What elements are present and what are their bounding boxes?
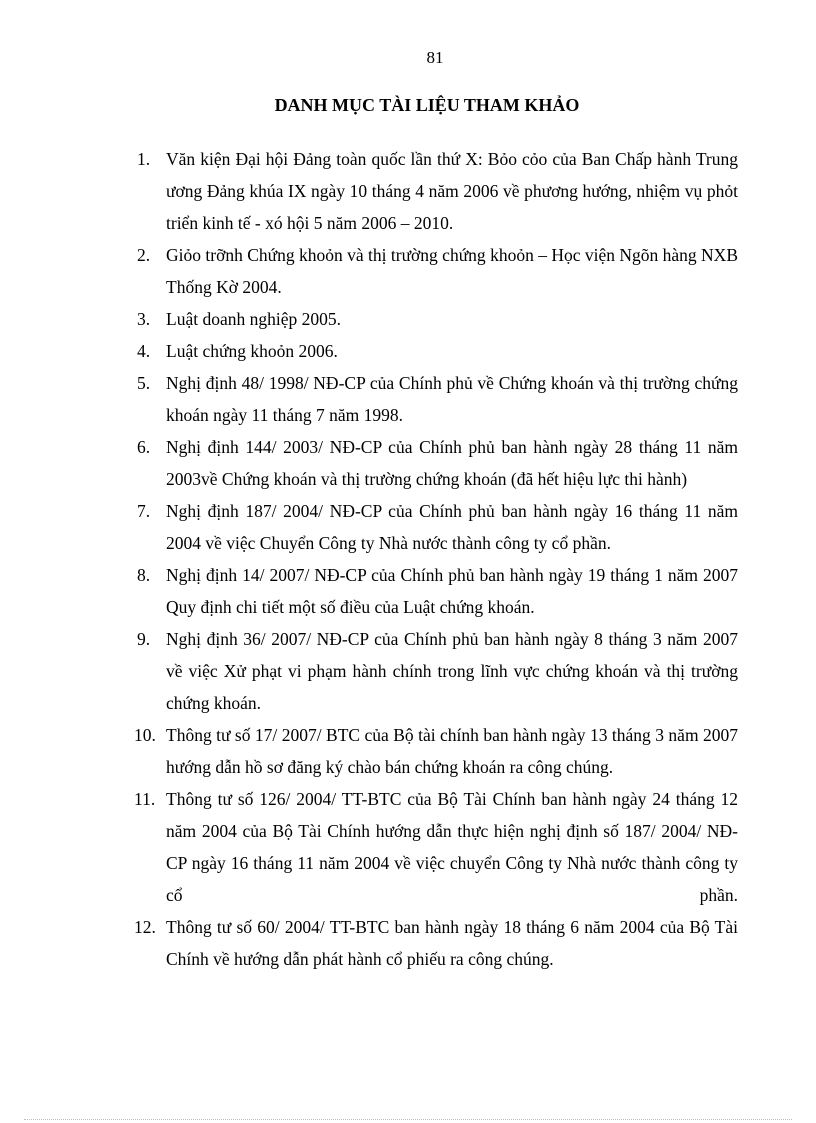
reference-text: Giỏo trỡnh Chứng khoỏn và thị trường chứng khoỏn – Học viện Ngõn hàng NXB Thống Kờ 2004.	[166, 245, 738, 297]
reference-text: Nghị định 14/ 2007/ NĐ-CP của Chính phủ ban hành ngày 19 tháng 1 năm 2007 Quy định chi tiết một số điều của Luật chứng khoán.	[166, 565, 738, 617]
reference-text: Nghị định 36/ 2007/ NĐ-CP của Chính phủ ban hành ngày 8 tháng 3 năm 2007 về việc Xử phạt vi phạm hành chính trong lĩnh vực chứng khoán và thị trường chứng khoán.	[166, 629, 738, 713]
reference-item	[134, 719, 738, 783]
reference-item	[134, 783, 738, 911]
reference-text: Nghị định 187/ 2004/ NĐ-CP của Chính phủ ban hành ngày 16 tháng 11 năm 2004 về việc Chuyển Công ty Nhà nước thành công ty cổ phần.	[166, 501, 738, 553]
reference-number: 10.	[134, 725, 156, 745]
reference-number: 3.	[137, 309, 151, 329]
reference-text: Văn kiện Đại hội Đảng toàn quốc lần thứ X: Bỏo cỏo của Ban Chấp hành Trung ương Đảng khúa IX ngày 10 tháng 4 năm 2006 về phương hướng, nhiệm vụ phỏt triển kinh tế - xó hội 5 năm 2006 – 2010.	[166, 149, 738, 233]
reference-number: 6.	[137, 437, 151, 457]
reference-item	[137, 335, 738, 367]
reference-number: 7.	[137, 501, 151, 521]
reference-number: 11.	[134, 789, 156, 809]
page-number: 81	[426, 48, 444, 67]
reference-item	[137, 559, 738, 623]
reference-item	[137, 495, 738, 559]
page-bottom-border	[24, 1119, 792, 1120]
reference-text: Luật doanh nghiệp 2005.	[166, 309, 341, 329]
reference-item	[137, 239, 738, 303]
reference-item	[137, 143, 738, 239]
reference-text: Thông tư số 126/ 2004/ TT-BTC của Bộ Tài Chính ban hành ngày 24 tháng 12 năm 2004 của Bộ Tài Chính hướng dẫn thực hiện nghị định số 187/ 2004/ NĐ-CP ngày 16 tháng 11 năm 2004 về việc chuyển Công ty Nhà nước thành công ty cổ phần.	[166, 789, 738, 905]
reference-number: 8.	[137, 565, 151, 585]
reference-number: 4.	[137, 341, 151, 361]
reference-text: Nghị định 48/ 1998/ NĐ-CP của Chính phủ về Chứng khoán và thị trường chứng khoán ngày 11 tháng 7 năm 1998.	[166, 373, 738, 425]
reference-number: 1.	[137, 149, 151, 169]
page-title: DANH MỤC TÀI LIỆU THAM KHẢO	[274, 95, 580, 115]
reference-number: 2.	[137, 245, 151, 265]
reference-number: 5.	[137, 373, 151, 393]
reference-item	[137, 431, 738, 495]
reference-number: 9.	[137, 629, 151, 649]
reference-item	[137, 623, 738, 719]
reference-text: Thông tư số 60/ 2004/ TT-BTC ban hành ngày 18 tháng 6 năm 2004 của Bộ Tài Chính về hướng dẫn phát hành cổ phiếu ra công chúng.	[166, 917, 738, 969]
reference-item	[134, 911, 738, 975]
reference-text: Thông tư số 17/ 2007/ BTC của Bộ tài chính ban hành ngày 13 tháng 3 năm 2007 hướng dẫn hồ sơ đăng ký chào bán chứng khoán ra công chúng.	[166, 725, 738, 777]
reference-list	[134, 143, 738, 975]
reference-text: Nghị định 144/ 2003/ NĐ-CP của Chính phủ ban hành ngày 28 tháng 11 năm 2003về Chứng khoán và thị trường chứng khoán (đã hết hiệu lực thi hành)	[166, 437, 738, 489]
reference-item	[137, 367, 738, 431]
reference-text: Luật chứng khoỏn 2006.	[166, 341, 338, 361]
reference-item	[137, 303, 738, 335]
reference-number: 12.	[134, 917, 156, 937]
